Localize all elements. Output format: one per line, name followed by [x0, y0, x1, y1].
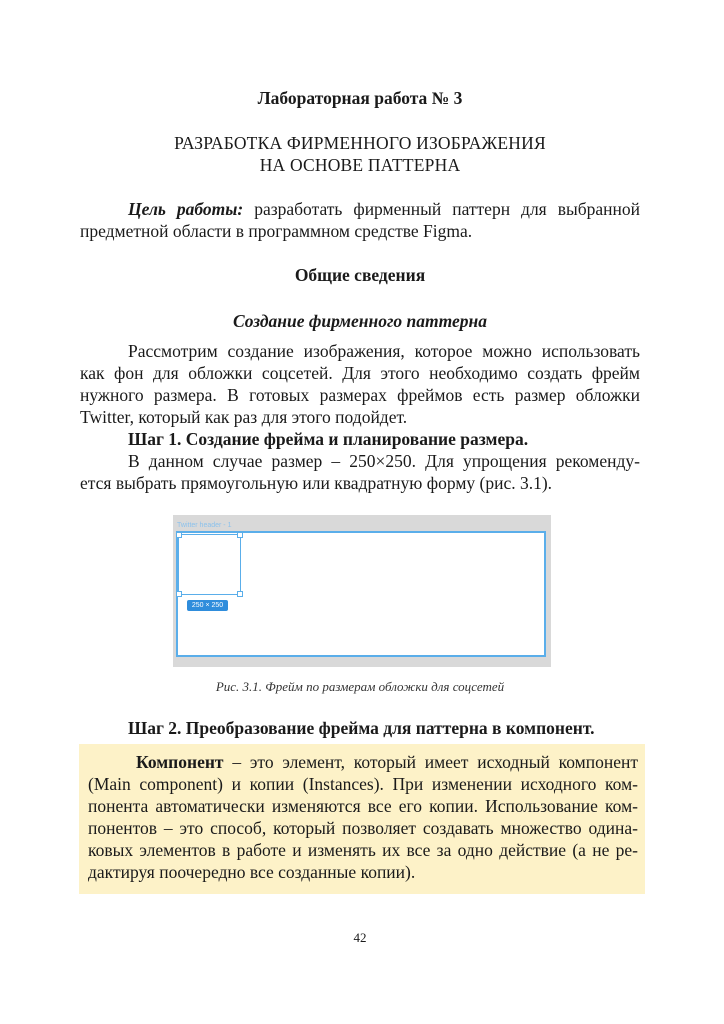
main-title-line2: НА ОСНОВЕ ПАТТЕРНА — [259, 155, 461, 175]
note-line1 — [88, 751, 638, 773]
step2-title — [80, 717, 640, 739]
selection-box — [178, 534, 241, 595]
step1-line2: ется выбрать прямоугольную или квадратную форму (рис. 3.1). — [80, 473, 553, 493]
step1-title — [80, 428, 640, 450]
note-term: Компонент — [136, 752, 224, 772]
definition-note — [79, 744, 645, 894]
resize-handle-top-right — [237, 532, 243, 538]
intro-line4: Twitter, который как раз для этого подойдет. — [80, 407, 408, 427]
note-line3: понента автоматически изменяются все его копии. Использование ком- — [88, 796, 638, 816]
intro-line3: нужного размера. В готовых размерах фреймов есть размер обложки — [80, 385, 640, 405]
lab-title: Лабораторная работа № 3 — [257, 88, 463, 108]
section-title: Общие сведения — [294, 265, 426, 285]
goal-line2: предметной области в программном средстве Figma. — [80, 221, 473, 241]
note-line5: ковых элементов в работе и изменять их все за одно действие (а не ре- — [88, 840, 638, 860]
note-line2: (Main component) и копии (Instances). При изменении исходного ком- — [88, 774, 638, 794]
figure-caption: Рис. 3.1. Фрейм по размерам обложки для соцсетей — [215, 679, 505, 694]
resize-handle-bottom-left — [176, 591, 182, 597]
figure-frame-screenshot — [173, 515, 551, 667]
main-title-line1: РАЗРАБОТКА ФИРМЕННОГО ИЗОБРАЖЕНИЯ — [174, 133, 546, 153]
goal-label: Цель работы: — [128, 199, 244, 219]
step1-title-text: Шаг 1. Создание фрейма и планирование размера. — [128, 429, 529, 449]
intro-paragraph — [80, 340, 640, 428]
step2-title-text: Шаг 2. Преобразование фрейма для паттерна в компонент. — [128, 718, 595, 738]
frame-label: Twitter header - 1 — [177, 522, 232, 529]
step1-line1: В данном случае размер – 250×250. Для упрощения рекоменду- — [128, 451, 640, 471]
resize-handle-bottom-right — [237, 591, 243, 597]
note-line1-text: – это элемент, который имеет исходный компонент — [223, 752, 638, 772]
main-title — [80, 132, 640, 176]
intro-line2: как фон для обложки соцсетей. Для этого необходимо создать фрейм — [80, 363, 640, 383]
note-line4: понентов – это способ, который позволяет создавать множество одина- — [88, 818, 638, 838]
subsection-title: Создание фирменного паттерна — [232, 311, 488, 331]
size-badge: 250 × 250 — [187, 600, 228, 611]
goal-line1 — [80, 198, 640, 220]
note-line6: дактируя поочередно все созданные копии). — [88, 862, 416, 882]
intro-line1: Рассмотрим создание изображения, которое можно использовать — [128, 341, 640, 361]
goal-paragraph — [80, 198, 640, 242]
page-number: 42 — [353, 930, 367, 945]
note-text — [88, 751, 638, 883]
step1-paragraph — [80, 450, 640, 494]
goal-line1-text: разработать фирменный паттерн для выбранной — [243, 199, 640, 219]
resize-handle-top-left — [176, 532, 182, 538]
